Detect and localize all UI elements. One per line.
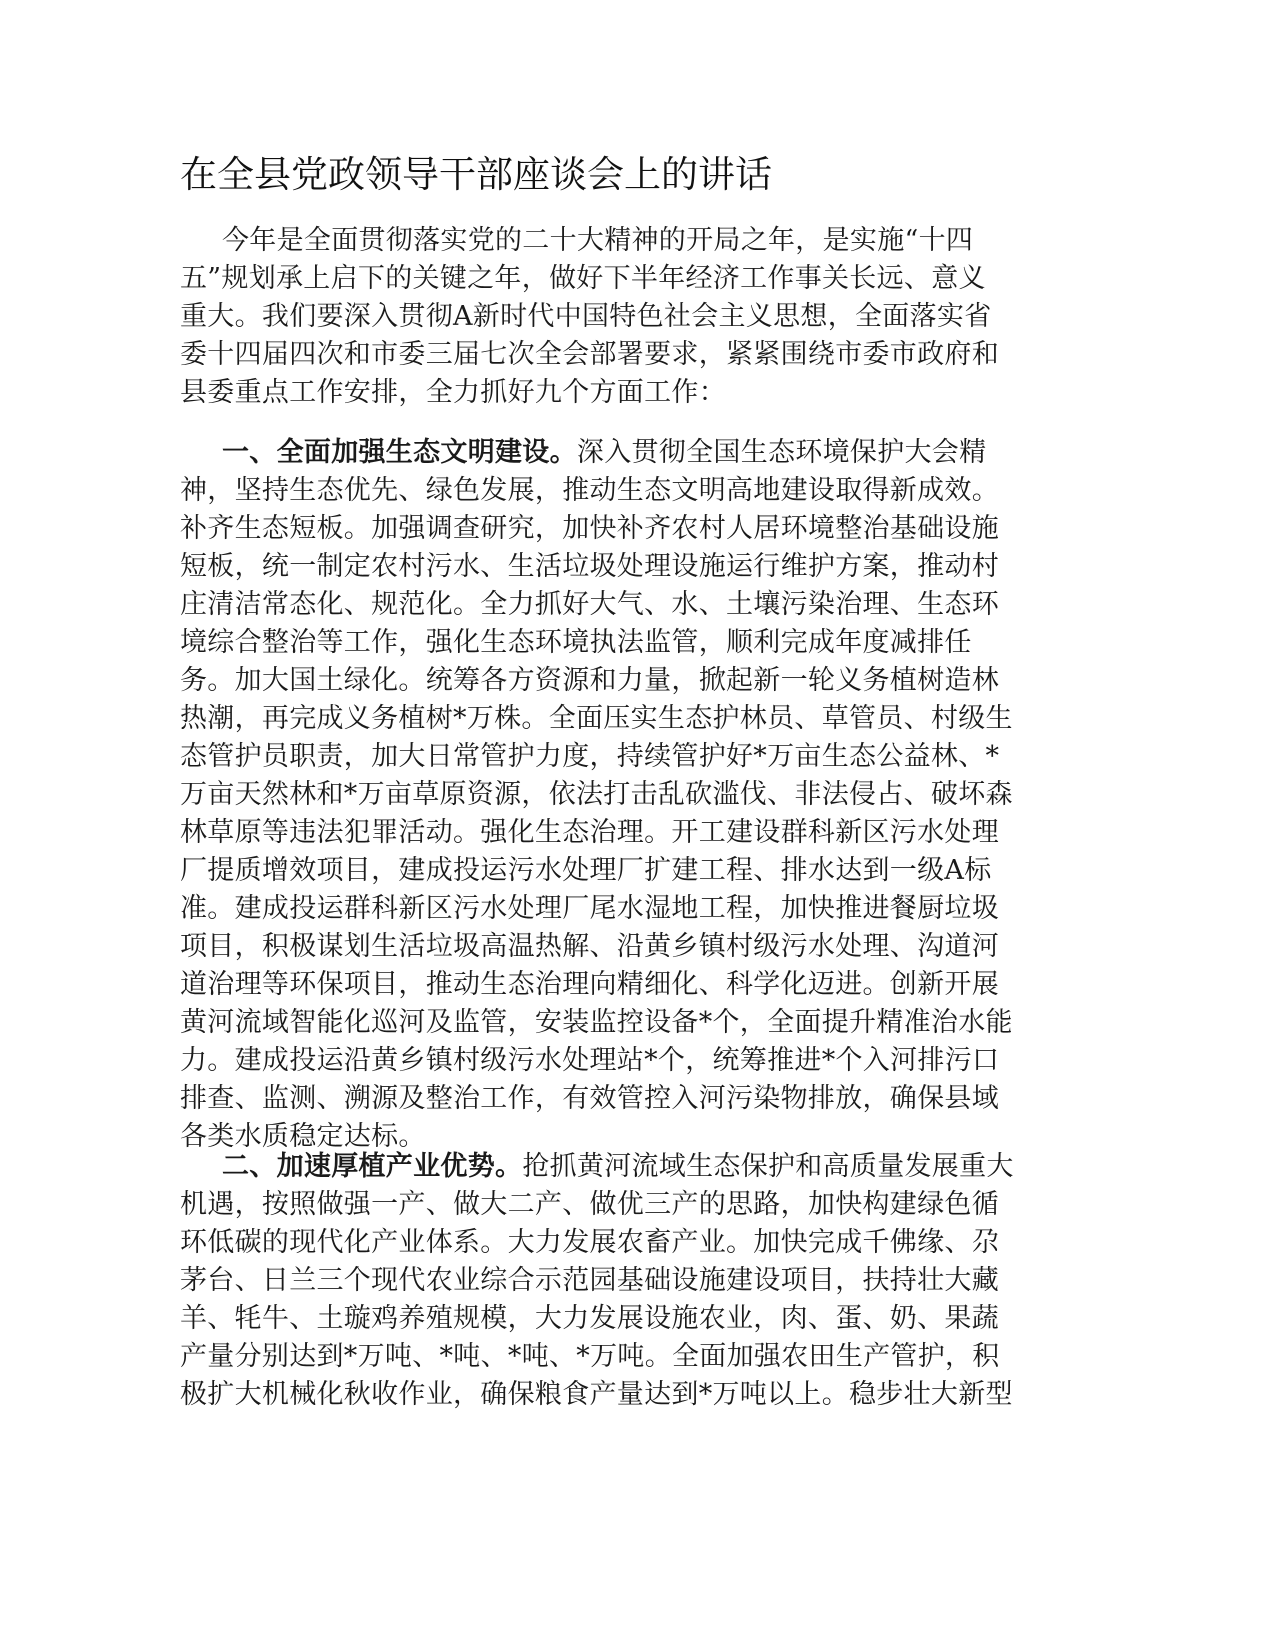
section-line: 境综合整治等工作，强化生态环境执法监管，顺利完成年度减排任: [180, 627, 972, 658]
section-line: 态管护员职责，加大日常管护力度，持续管护好*万亩生态公益林、*: [180, 741, 1000, 772]
section-heading: 一、全面加强生态文明建设。: [222, 437, 577, 468]
section-line: 产量分别达到*万吨、*吨、*吨、*万吨。全面加强农田生产管护，积: [180, 1341, 1000, 1372]
intro-line: 五”规划承上启下的关键之年，做好下半年经济工作事关长远、意义: [180, 263, 986, 294]
intro-line: 重大。我们要深入贯彻A新时代中国特色社会主义思想，全面落实省: [180, 301, 992, 332]
intro-line: 委十四届四次和市委三届七次全会部署要求，紧紧围绕市委市政府和: [180, 339, 999, 370]
section-line: 排查、监测、溯源及整治工作，有效管控入河污染物排放，确保县域: [180, 1083, 999, 1114]
section-heading: 二、加速厚植产业优势。: [222, 1151, 523, 1182]
section-line: 准。建成投运群科新区污水处理厂尾水湿地工程，加快推进餐厨垃圾: [180, 893, 999, 924]
section-first-line: [180, 434, 1080, 472]
section-line: 短板，统一制定农村污水、生活垃圾处理设施运行维护方案，推动村: [180, 551, 999, 582]
section-line: 机遇，按照做强一产、做大二产、做优三产的思路，加快构建绿色循: [180, 1189, 999, 1220]
section-line: 极扩大机械化秋收作业，确保粮食产量达到*万吨以上。稳步壮大新型: [180, 1379, 1013, 1410]
section-line: 黄河流域智能化巡河及监管，安装监控设备*个，全面提升精准治水能: [180, 1007, 1013, 1038]
section-industry-paragraph: [180, 1148, 1080, 1414]
intro-line: 今年是全面贯彻落实党的二十大精神的开局之年，是实施“十四: [222, 225, 974, 256]
section-line: 项目，积极谋划生活垃圾高温热解、沿黄乡镇村级污水处理、沟道河: [180, 931, 999, 962]
section-line: 补齐生态短板。加强调查研究，加快补齐农村人居环境整治基础设施: [180, 513, 999, 544]
section-line: 万亩天然林和*万亩草原资源，依法打击乱砍滥伐、非法侵占、破坏森: [180, 779, 1013, 810]
section-line: 厂提质增效项目，建成投运污水处理厂扩建工程、排水达到一级A标: [180, 855, 992, 886]
section-line: 务。加大国土绿化。统筹各方资源和力量，掀起新一轮义务植树造林: [180, 665, 999, 696]
intro-line: 县委重点工作安排，全力抓好九个方面工作：: [180, 377, 726, 408]
section-line: 力。建成投运沿黄乡镇村级污水处理站*个，统筹推进*个入河排污口: [180, 1045, 1000, 1076]
section-line: 茅台、日兰三个现代农业综合示范园基础设施建设项目，扶持壮大藏: [180, 1265, 999, 1296]
section-ecology-paragraph: [180, 434, 1080, 1156]
section-line: 神，坚持生态优先、绿色发展，推动生态文明高地建设取得新成效。: [180, 475, 999, 506]
section-line: 热潮，再完成义务植树*万株。全面压实生态护林员、草管员、村级生: [180, 703, 1013, 734]
section-line: 环低碳的现代化产业体系。大力发展农畜产业。加快完成千佛缘、尕: [180, 1227, 999, 1258]
section-line: 羊、牦牛、土璇鸡养殖规模，大力发展设施农业，肉、蛋、奶、果蔬: [180, 1303, 999, 1334]
section-first-line: [180, 1148, 1080, 1186]
section-heading-text: 抢抓黄河流域生态保护和高质量发展重大: [522, 1151, 1014, 1182]
section-line: 林草原等违法犯罪活动。强化生态治理。开工建设群科新区污水处理: [180, 817, 999, 848]
section-heading-text: 深入贯彻全国生态环境保护大会精: [576, 437, 987, 468]
section-line: 各类水质稳定达标。: [180, 1121, 426, 1152]
section-line: 道治理等环保项目，推动生态治理向精细化、科学化迈进。创新开展: [180, 969, 999, 1000]
document-title: 在全县党政领导干部座谈会上的讲话: [180, 153, 772, 196]
intro-paragraph: [180, 222, 1080, 412]
section-line: 庄清洁常态化、规范化。全力抓好大气、水、土壤污染治理、生态环: [180, 589, 999, 620]
